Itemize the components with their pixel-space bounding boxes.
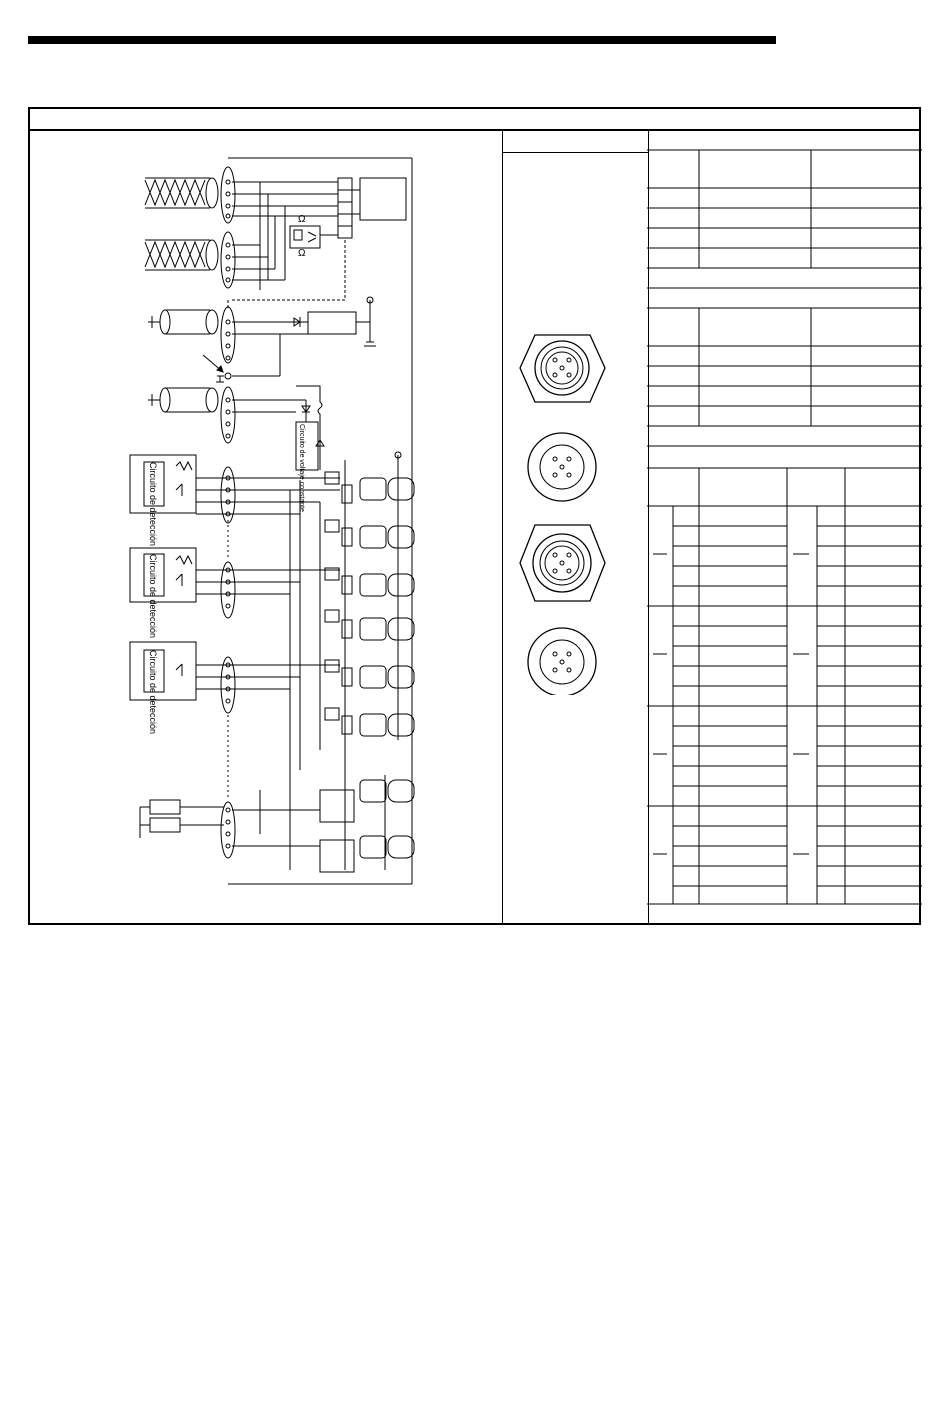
detection-circuit-label-3: Circuito de detección: [148, 650, 158, 735]
relay-ohm-label-1: Ω: [298, 214, 306, 225]
connector-hex-female-2-icon: [520, 525, 605, 601]
connector-illustrations: [515, 325, 610, 695]
connector-column-header-rule: [503, 152, 648, 153]
detection-circuit-label-1: Circuito de detección: [148, 462, 158, 547]
detection-circuit-label-2: Circuito de detección: [148, 554, 158, 639]
shielded-cable-1: [148, 310, 218, 334]
header-rule: [28, 36, 776, 44]
wiring-schematic: [120, 150, 420, 890]
shielded-cable-2: [148, 388, 218, 412]
connector-hex-female-icon: [520, 335, 605, 402]
twisted-cable-2: [145, 240, 218, 270]
io-rows: [196, 452, 414, 870]
twisted-cable-1: [145, 178, 218, 208]
column-divider-schematic: [502, 131, 503, 923]
connector-round-male-2-icon: [528, 628, 596, 695]
panel-header-bar: [30, 109, 919, 131]
constant-voltage-label: Circuito de voltaje constante: [298, 424, 305, 512]
connector-round-male-icon: [528, 433, 596, 501]
relay-ohm-label-2: Ω: [298, 248, 306, 259]
pin-assignment-table: [647, 130, 922, 924]
pin-rows: [647, 526, 922, 886]
